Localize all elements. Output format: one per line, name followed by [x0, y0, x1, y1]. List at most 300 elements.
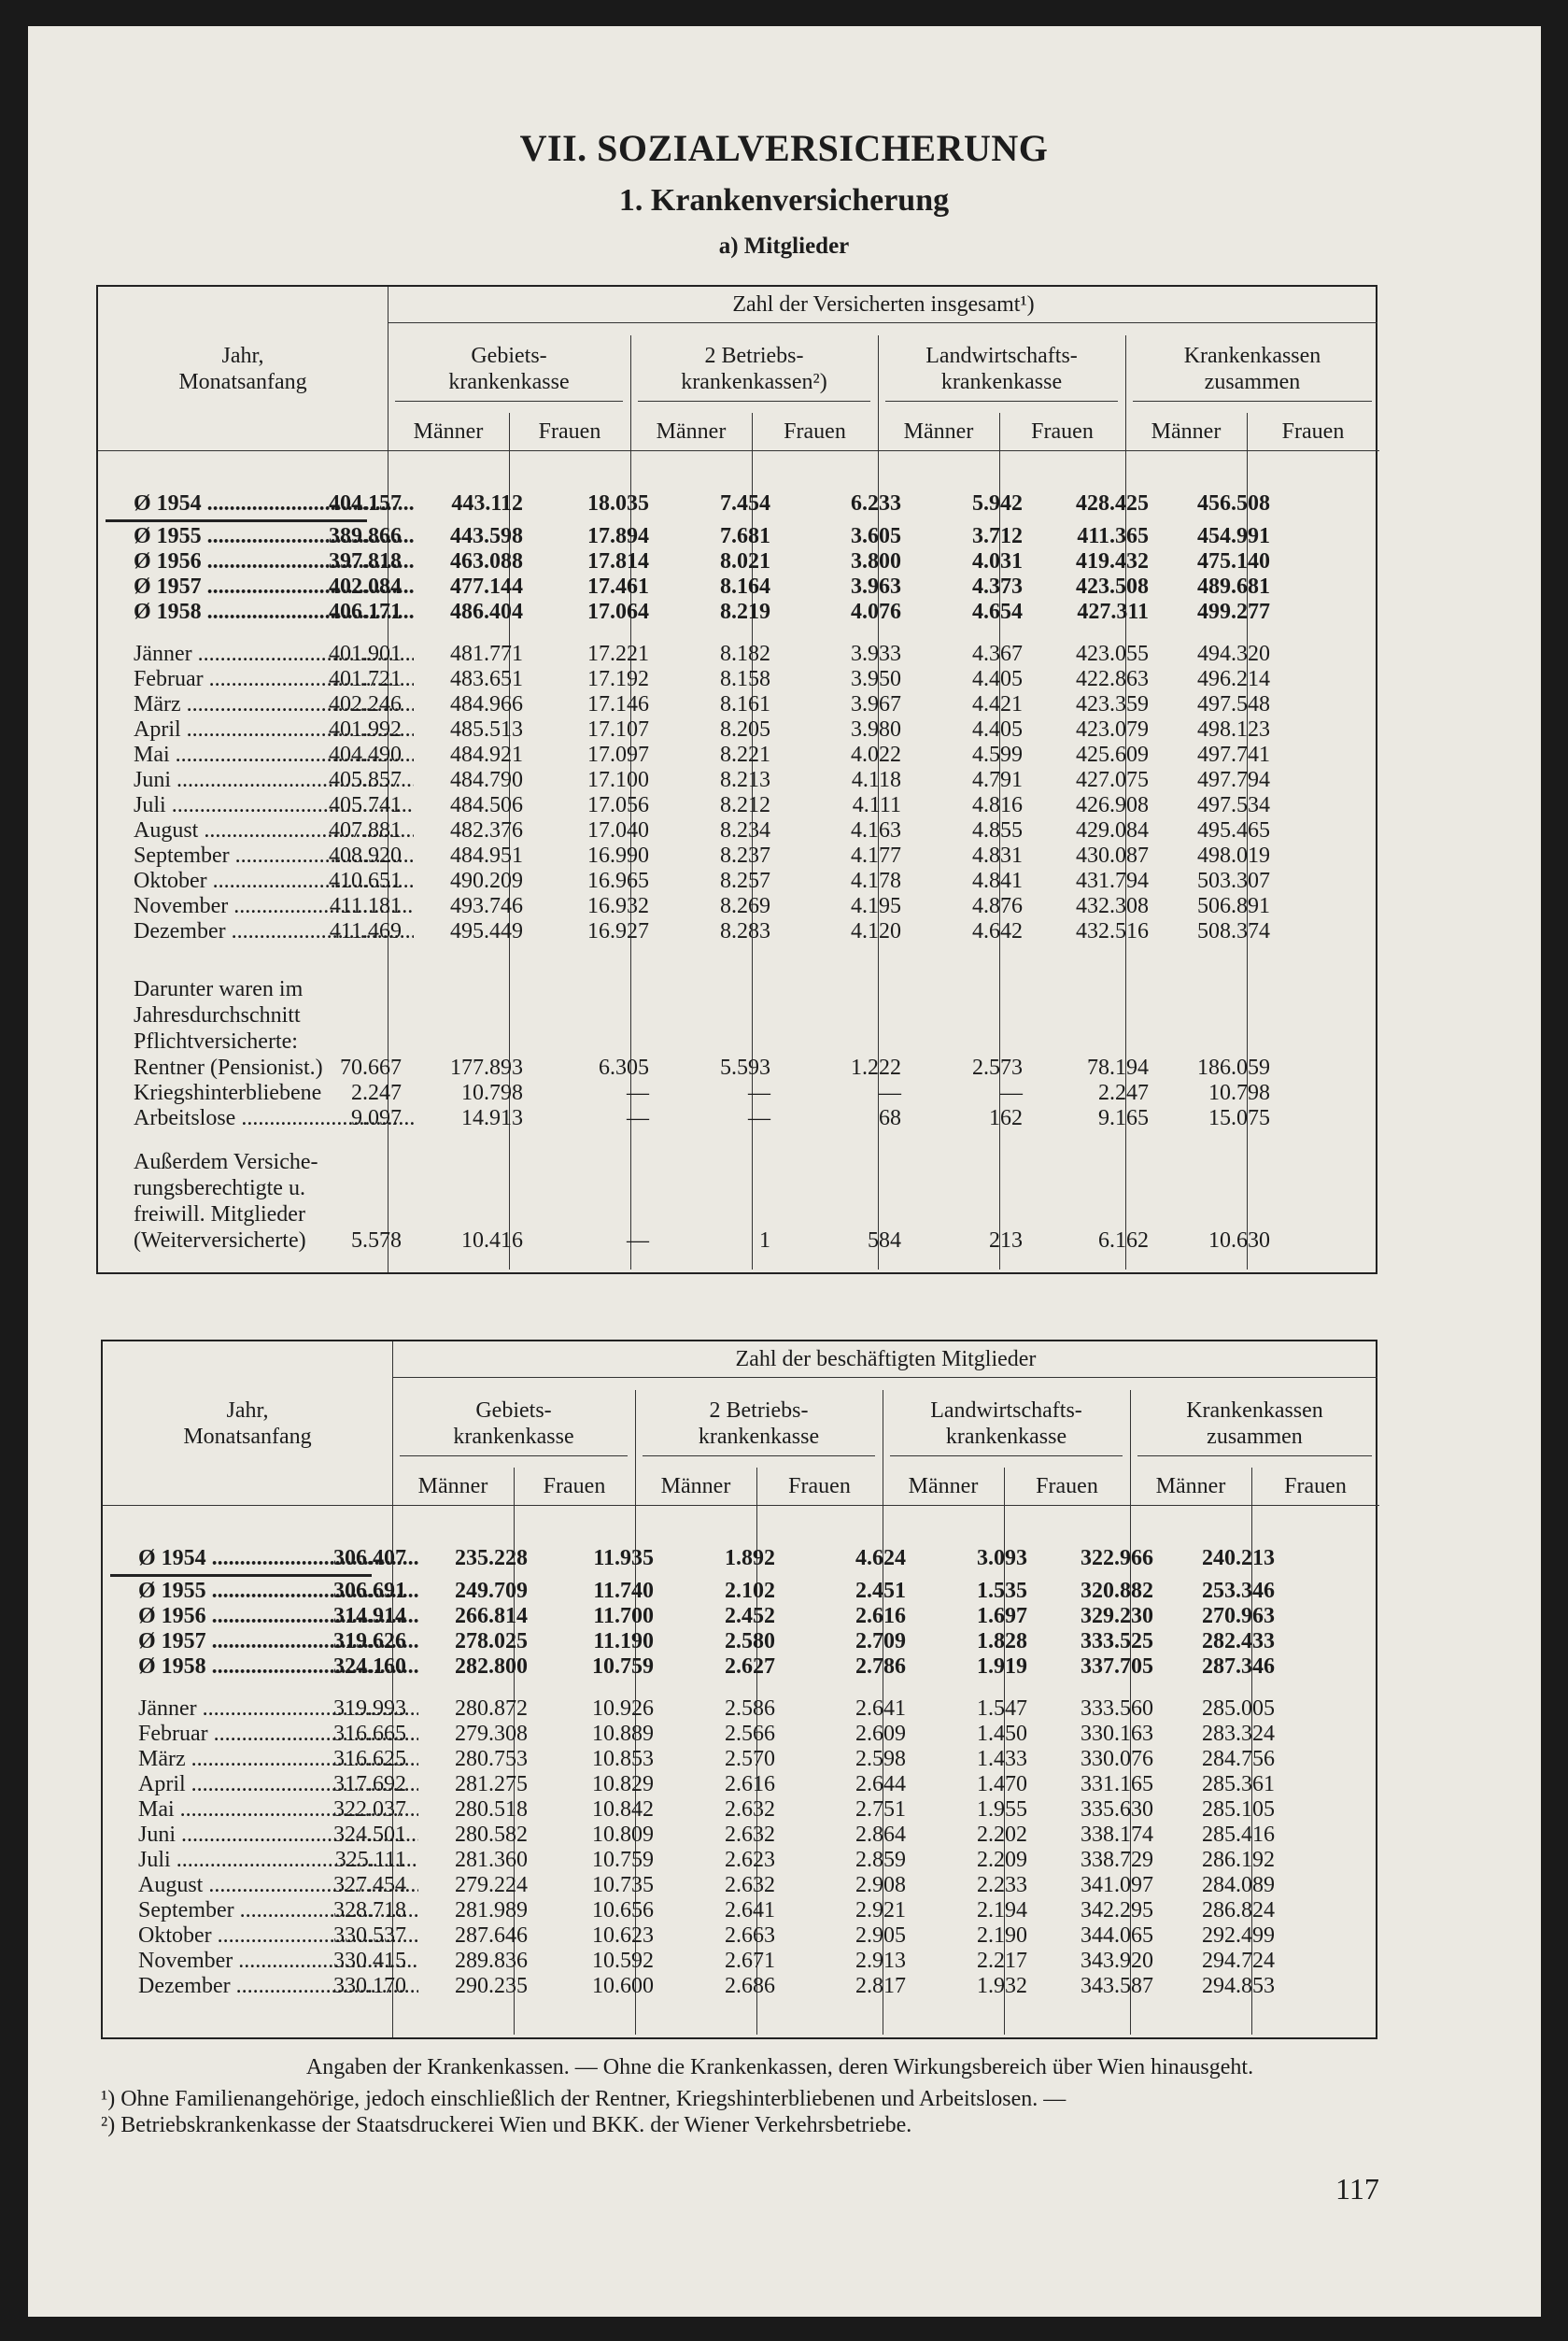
row-label: Oktober .....	[134, 868, 414, 894]
row-label: Dezember .....	[134, 918, 414, 944]
value-cell: 495.465	[1197, 818, 1270, 843]
month-row	[98, 893, 1379, 919]
month-row	[103, 1897, 1379, 1923]
value-cell: 496.214	[1197, 667, 1270, 691]
value-cell: 423.508	[1076, 575, 1149, 599]
value-cell: 10.842	[592, 1797, 654, 1822]
group-underline	[890, 1455, 1123, 1456]
value-cell: 10.759	[592, 1848, 654, 1872]
sex-header: Männer	[413, 419, 484, 444]
value-cell: 322.966	[1081, 1546, 1153, 1570]
value-cell: 2.452	[725, 1604, 775, 1628]
sex-header: Frauen	[1036, 1474, 1098, 1498]
sex-header: Frauen	[543, 1474, 606, 1498]
row-label: Mai .....	[134, 742, 414, 768]
value-cell: 401.721	[329, 667, 402, 691]
value-cell: 1.450	[977, 1722, 1027, 1746]
value-cell: 485.513	[450, 717, 523, 742]
group-header: 2 Betriebs- krankenkasse	[698, 1398, 820, 1449]
row-label: Ø 1958 .....	[134, 599, 414, 625]
month-row	[103, 1746, 1379, 1772]
value-cell: 454.991	[1197, 524, 1270, 548]
value-cell: 10.630	[1208, 1228, 1270, 1253]
value-cell: 404.157	[329, 491, 402, 516]
group-header: Gebiets- krankenkasse	[448, 344, 570, 394]
value-cell: 11.935	[593, 1546, 654, 1570]
value-cell: 4.855	[972, 818, 1023, 843]
value-cell: 14.913	[461, 1106, 523, 1130]
value-cell: 4.654	[972, 600, 1023, 624]
value-cell: 419.432	[1076, 549, 1149, 574]
row-label: Juni .....	[134, 767, 414, 793]
row-label: Februar .....	[138, 1721, 418, 1747]
value-cell: 498.123	[1197, 717, 1270, 742]
chapter-title: VII. SOZIALVERSICHERUNG	[519, 127, 1049, 169]
value-cell: 280.872	[455, 1696, 528, 1721]
value-cell: 330.170	[333, 1974, 406, 1998]
value-cell: 286.824	[1202, 1898, 1275, 1922]
value-cell: 2.686	[725, 1974, 775, 1998]
value-cell: 402.084	[329, 575, 402, 599]
value-cell: 327.454	[333, 1873, 406, 1897]
value-cell: 343.920	[1081, 1949, 1153, 1973]
value-cell: 284.756	[1202, 1747, 1275, 1771]
row-label: Kriegshinterbliebene	[134, 1081, 322, 1105]
value-cell: 16.990	[587, 844, 649, 868]
value-cell: 285.416	[1202, 1823, 1275, 1847]
value-cell: 2.616	[725, 1772, 775, 1796]
value-cell: 401.901	[329, 642, 402, 666]
value-cell: 8.283	[720, 919, 770, 943]
header-divider	[388, 322, 1377, 323]
value-cell: 270.963	[1202, 1604, 1275, 1628]
value-cell: 8.213	[720, 768, 770, 792]
value-cell: 1.535	[977, 1579, 1027, 1603]
avg-row	[98, 523, 1379, 549]
value-cell: 279.308	[455, 1722, 528, 1746]
value-cell: 2.663	[725, 1923, 775, 1948]
ausserdem-row	[98, 1227, 1379, 1254]
value-cell: 408.920	[329, 844, 402, 868]
value-cell: 2.641	[725, 1898, 775, 1922]
avg-row	[103, 1628, 1379, 1654]
month-row	[98, 641, 1379, 667]
row-label: Juni .....	[138, 1822, 418, 1848]
value-cell: 15.075	[1208, 1106, 1270, 1130]
value-cell: 3.800	[851, 549, 901, 574]
value-cell: 8.021	[720, 549, 770, 574]
value-cell: 324.501	[333, 1823, 406, 1847]
value-cell: 2.864	[855, 1823, 906, 1847]
extra-row	[98, 1055, 1379, 1081]
value-cell: 6.305	[599, 1056, 649, 1080]
value-cell: 7.681	[720, 524, 770, 548]
value-cell: 287.646	[455, 1923, 528, 1948]
row-label: Ø 1955 .....	[138, 1578, 418, 1604]
value-cell: 484.790	[450, 768, 523, 792]
value-cell: 497.741	[1197, 743, 1270, 767]
value-cell: 2.817	[855, 1974, 906, 1998]
value-cell: 4.876	[972, 894, 1023, 918]
value-cell: 11.740	[593, 1579, 654, 1603]
value-cell: 2.598	[855, 1747, 906, 1771]
value-cell: 290.235	[455, 1974, 528, 1998]
value-cell: 494.320	[1197, 642, 1270, 666]
value-cell: 282.800	[455, 1654, 528, 1679]
value-cell: 8.164	[720, 575, 770, 599]
value-cell: 10.592	[592, 1949, 654, 1973]
value-cell: 319.626	[333, 1629, 406, 1653]
value-cell: 2.859	[855, 1848, 906, 1872]
value-cell: 4.421	[972, 692, 1023, 716]
row-label: Juli .....	[138, 1847, 418, 1873]
value-cell: 495.449	[450, 919, 523, 943]
value-cell: 280.753	[455, 1747, 528, 1771]
value-cell: 404.490	[329, 743, 402, 767]
month-row	[103, 1796, 1379, 1823]
value-cell: 335.630	[1081, 1797, 1153, 1822]
row-label: Ø 1955 .....	[134, 523, 414, 549]
value-cell: 493.746	[450, 894, 523, 918]
value-cell: 456.508	[1197, 491, 1270, 516]
value-cell: —	[748, 1081, 770, 1105]
value-cell: 406.171	[329, 600, 402, 624]
subsection-title: a) Mitglieder	[718, 234, 850, 259]
value-cell: 6.233	[851, 491, 901, 516]
value-cell: 2.644	[855, 1772, 906, 1796]
value-cell: 432.308	[1076, 894, 1149, 918]
value-cell: 4.816	[972, 793, 1023, 817]
value-cell: 10.829	[592, 1772, 654, 1796]
value-cell: 177.893	[450, 1056, 523, 1080]
sex-header: Frauen	[1281, 419, 1345, 444]
value-cell: 316.625	[333, 1747, 406, 1771]
sex-header: Männer	[660, 1474, 731, 1498]
value-cell: 4.831	[972, 844, 1023, 868]
sex-header: Frauen	[1284, 1474, 1347, 1498]
page-number: 117	[1335, 2172, 1379, 2206]
value-cell: 78.194	[1087, 1056, 1149, 1080]
value-cell: 8.234	[720, 818, 770, 843]
value-cell: 4.022	[851, 743, 901, 767]
row-label: November .....	[138, 1948, 418, 1974]
value-cell: 1.828	[977, 1629, 1027, 1653]
month-row	[98, 918, 1379, 944]
value-cell: 240.213	[1202, 1546, 1275, 1570]
group-underline	[400, 1455, 628, 1456]
value-cell: 6.162	[1098, 1228, 1149, 1253]
value-cell: 1.697	[977, 1604, 1027, 1628]
value-cell: 2.209	[977, 1848, 1027, 1872]
value-cell: 17.192	[587, 667, 649, 691]
value-cell: 8.221	[720, 743, 770, 767]
value-cell: 10.416	[461, 1228, 523, 1253]
month-row	[98, 742, 1379, 768]
value-cell: 2.632	[725, 1873, 775, 1897]
group-header: Gebiets- krankenkasse	[453, 1398, 574, 1449]
value-cell: 4.599	[972, 743, 1023, 767]
value-cell: 484.966	[450, 692, 523, 716]
avg-row-1954	[103, 1545, 1379, 1571]
value-cell: 330.076	[1081, 1747, 1153, 1771]
avg-row	[103, 1653, 1379, 1680]
footnote-1: ¹) Ohne Familienangehörige, jedoch einschließlich der Rentner, Kriegshinterbliebenen und Arbeitslosen. —	[101, 2087, 1067, 2111]
row-label: Ø 1958 .....	[138, 1653, 418, 1680]
value-cell: 186.059	[1197, 1056, 1270, 1080]
value-cell: 68	[879, 1106, 901, 1130]
sex-header: Männer	[417, 1474, 488, 1498]
month-row	[98, 691, 1379, 717]
value-cell: —	[879, 1081, 901, 1105]
value-cell: 316.665	[333, 1722, 406, 1746]
value-cell: 17.097	[587, 743, 649, 767]
value-cell: 508.374	[1197, 919, 1270, 943]
value-cell: 1.955	[977, 1797, 1027, 1822]
value-cell: 284.089	[1202, 1873, 1275, 1897]
value-cell: 338.174	[1081, 1823, 1153, 1847]
value-cell: 3.963	[851, 575, 901, 599]
value-cell: 11.700	[593, 1604, 654, 1628]
value-cell: 314.914	[333, 1604, 406, 1628]
value-cell: 475.140	[1197, 549, 1270, 574]
value-cell: 331.165	[1081, 1772, 1153, 1796]
value-cell: 482.376	[450, 818, 523, 843]
value-cell: 333.525	[1081, 1629, 1153, 1653]
value-cell: 343.587	[1081, 1974, 1153, 1998]
month-row	[103, 1847, 1379, 1873]
month-row	[103, 1922, 1379, 1949]
value-cell: 1.547	[977, 1696, 1027, 1721]
sex-header: Männer	[1151, 419, 1222, 444]
value-cell: 70.667	[340, 1056, 402, 1080]
month-row	[98, 716, 1379, 743]
value-cell: 4.405	[972, 717, 1023, 742]
value-cell: 506.891	[1197, 894, 1270, 918]
row-label: April .....	[138, 1771, 418, 1797]
value-cell: 266.814	[455, 1604, 528, 1628]
value-cell: 1.470	[977, 1772, 1027, 1796]
month-row	[103, 1771, 1379, 1797]
value-cell: 17.221	[587, 642, 649, 666]
value-cell: 2.451	[855, 1579, 906, 1603]
year-column-header: Jahr, Monatsanfang	[178, 344, 307, 394]
value-cell: 4.111	[852, 793, 901, 817]
value-cell: 8.158	[720, 667, 770, 691]
value-cell: 306.691	[333, 1579, 406, 1603]
month-row	[103, 1695, 1379, 1722]
value-cell: 503.307	[1197, 869, 1270, 893]
value-cell: 4.120	[851, 919, 901, 943]
value-cell: 319.993	[333, 1696, 406, 1721]
value-cell: 410.651	[329, 869, 402, 893]
value-cell: 10.798	[1208, 1081, 1270, 1105]
avg-row	[98, 548, 1379, 575]
value-cell: 427.311	[1077, 600, 1149, 624]
value-cell: 10.623	[592, 1923, 654, 1948]
value-cell: 8.257	[720, 869, 770, 893]
value-cell: 213	[989, 1228, 1023, 1253]
value-cell: 431.794	[1076, 869, 1149, 893]
value-cell: 423.055	[1076, 642, 1149, 666]
value-cell: 407.881	[329, 818, 402, 843]
month-row	[103, 1872, 1379, 1898]
table-beschaeftigte-mitglieder	[101, 1340, 1377, 2039]
value-cell: 3.712	[972, 524, 1023, 548]
value-cell: 281.275	[455, 1772, 528, 1796]
sex-header: Frauen	[538, 419, 601, 444]
value-cell: 294.724	[1202, 1949, 1275, 1973]
value-cell: 498.019	[1197, 844, 1270, 868]
row-label: Mai .....	[138, 1796, 418, 1823]
month-row	[103, 1973, 1379, 1999]
value-cell: 443.598	[450, 524, 523, 548]
row-label: Ø 1956 .....	[134, 548, 414, 575]
value-cell: 4.642	[972, 919, 1023, 943]
value-cell: —	[1000, 1081, 1023, 1105]
value-cell: 423.079	[1076, 717, 1149, 742]
value-cell: 483.651	[450, 667, 523, 691]
value-cell: 280.582	[455, 1823, 528, 1847]
value-cell: 2.908	[855, 1873, 906, 1897]
value-cell: 17.894	[587, 524, 649, 548]
value-cell: 477.144	[450, 575, 523, 599]
value-cell: 2.709	[855, 1629, 906, 1653]
value-cell: 278.025	[455, 1629, 528, 1653]
avg-row	[98, 599, 1379, 625]
row-label: August .....	[138, 1872, 418, 1898]
month-row	[98, 843, 1379, 869]
value-cell: 342.295	[1081, 1898, 1153, 1922]
value-cell: 16.965	[587, 869, 649, 893]
value-cell: 427.075	[1076, 768, 1149, 792]
row-label: April .....	[134, 716, 414, 743]
value-cell: 2.586	[725, 1696, 775, 1721]
group-header: 2 Betriebs- krankenkassen²)	[681, 344, 827, 394]
row-label: Ø 1954 .....	[138, 1545, 418, 1571]
value-cell: 283.324	[1202, 1722, 1275, 1746]
value-cell: 338.729	[1081, 1848, 1153, 1872]
value-cell: 2.233	[977, 1873, 1027, 1897]
value-cell: 280.518	[455, 1797, 528, 1822]
value-cell: 2.609	[855, 1722, 906, 1746]
group-underline	[1137, 1455, 1372, 1456]
value-cell: 294.853	[1202, 1974, 1275, 1998]
value-cell: 10.889	[592, 1722, 654, 1746]
value-cell: 17.461	[587, 575, 649, 599]
sex-header: Männer	[903, 419, 974, 444]
year-column-header: Jahr, Monatsanfang	[183, 1398, 312, 1449]
month-row	[98, 868, 1379, 894]
value-cell: 322.037	[333, 1797, 406, 1822]
value-cell: 3.950	[851, 667, 901, 691]
value-cell: 17.040	[587, 818, 649, 843]
avg-row	[98, 574, 1379, 600]
value-cell: 2.786	[855, 1654, 906, 1679]
value-cell: 281.360	[455, 1848, 528, 1872]
row-label: Ø 1954 .....	[134, 490, 414, 517]
value-cell: 411.181	[329, 894, 402, 918]
value-cell: 17.814	[587, 549, 649, 574]
group-header: Landwirtschafts- krankenkasse	[930, 1398, 1082, 1449]
value-cell: 279.224	[455, 1873, 528, 1897]
value-cell: 2.627	[725, 1654, 775, 1679]
value-cell: 2.202	[977, 1823, 1027, 1847]
value-cell: 235.228	[455, 1546, 528, 1570]
value-cell: 443.112	[451, 491, 523, 516]
value-cell: 5.578	[351, 1228, 402, 1253]
value-cell: 3.967	[851, 692, 901, 716]
value-cell: 486.404	[450, 600, 523, 624]
value-cell: 2.570	[725, 1747, 775, 1771]
value-cell: 8.269	[720, 894, 770, 918]
value-cell: 4.118	[851, 768, 901, 792]
row-label: Jänner .....	[134, 641, 414, 667]
table-header-title: Zahl der Versicherten insgesamt¹)	[732, 292, 1035, 317]
value-cell: 497.548	[1197, 692, 1270, 716]
value-cell: 2.623	[725, 1848, 775, 1872]
row-label: Rentner (Pensionist.)	[134, 1056, 323, 1080]
value-cell: 17.146	[587, 692, 649, 716]
value-cell: 2.641	[855, 1696, 906, 1721]
value-cell: 329.230	[1081, 1604, 1153, 1628]
value-cell: 3.605	[851, 524, 901, 548]
value-cell: 5.942	[972, 491, 1023, 516]
value-cell: 17.064	[587, 600, 649, 624]
value-cell: 337.705	[1081, 1654, 1153, 1679]
value-cell: 330.537	[333, 1923, 406, 1948]
value-cell: 2.247	[1098, 1081, 1149, 1105]
month-row	[98, 792, 1379, 818]
value-cell: 4.195	[851, 894, 901, 918]
value-cell: 429.084	[1076, 818, 1149, 843]
value-cell: 4.841	[972, 869, 1023, 893]
section-title: 1. Krankenversicherung	[618, 183, 950, 218]
value-cell: 490.209	[450, 869, 523, 893]
value-cell: 8.182	[720, 642, 770, 666]
value-cell: 8.205	[720, 717, 770, 742]
table-header-title: Zahl der beschäftigten Mitglieder	[735, 1347, 1037, 1371]
month-row	[103, 1948, 1379, 1974]
value-cell: 285.105	[1202, 1797, 1275, 1822]
value-cell: 489.681	[1197, 575, 1270, 599]
value-cell: 162	[989, 1106, 1023, 1130]
header-bottom-line	[98, 450, 1379, 451]
month-row	[103, 1721, 1379, 1747]
value-cell: 2.616	[855, 1604, 906, 1628]
value-cell: 497.534	[1197, 793, 1270, 817]
row-label: September .....	[134, 843, 414, 869]
group-header: Krankenkassen zusammen	[1183, 344, 1321, 394]
value-cell: 481.771	[450, 642, 523, 666]
value-cell: 2.905	[855, 1923, 906, 1948]
value-cell: 8.237	[720, 844, 770, 868]
footnote-2: ²) Betriebskrankenkasse der Staatsdruckerei Wien und BKK. der Wiener Verkehrsbetriebe.	[101, 2113, 912, 2137]
value-cell: 325.111	[334, 1848, 406, 1872]
value-cell: 497.794	[1197, 768, 1270, 792]
group-underline	[395, 401, 623, 402]
value-cell: 330.415	[333, 1949, 406, 1973]
value-cell: 17.100	[587, 768, 649, 792]
value-cell: 10.926	[592, 1696, 654, 1721]
value-cell: 5.593	[720, 1056, 770, 1080]
sex-header: Frauen	[1031, 419, 1094, 444]
value-cell: 2.190	[977, 1923, 1027, 1948]
note-source: Angaben der Krankenkassen. — Ohne die Krankenkassen, deren Wirkungsbereich über Wien hinausgeht.	[305, 2055, 1254, 2079]
value-cell: 484.951	[450, 844, 523, 868]
month-row	[103, 1822, 1379, 1848]
sex-header: Männer	[1155, 1474, 1226, 1498]
group-underline	[643, 1455, 875, 1456]
